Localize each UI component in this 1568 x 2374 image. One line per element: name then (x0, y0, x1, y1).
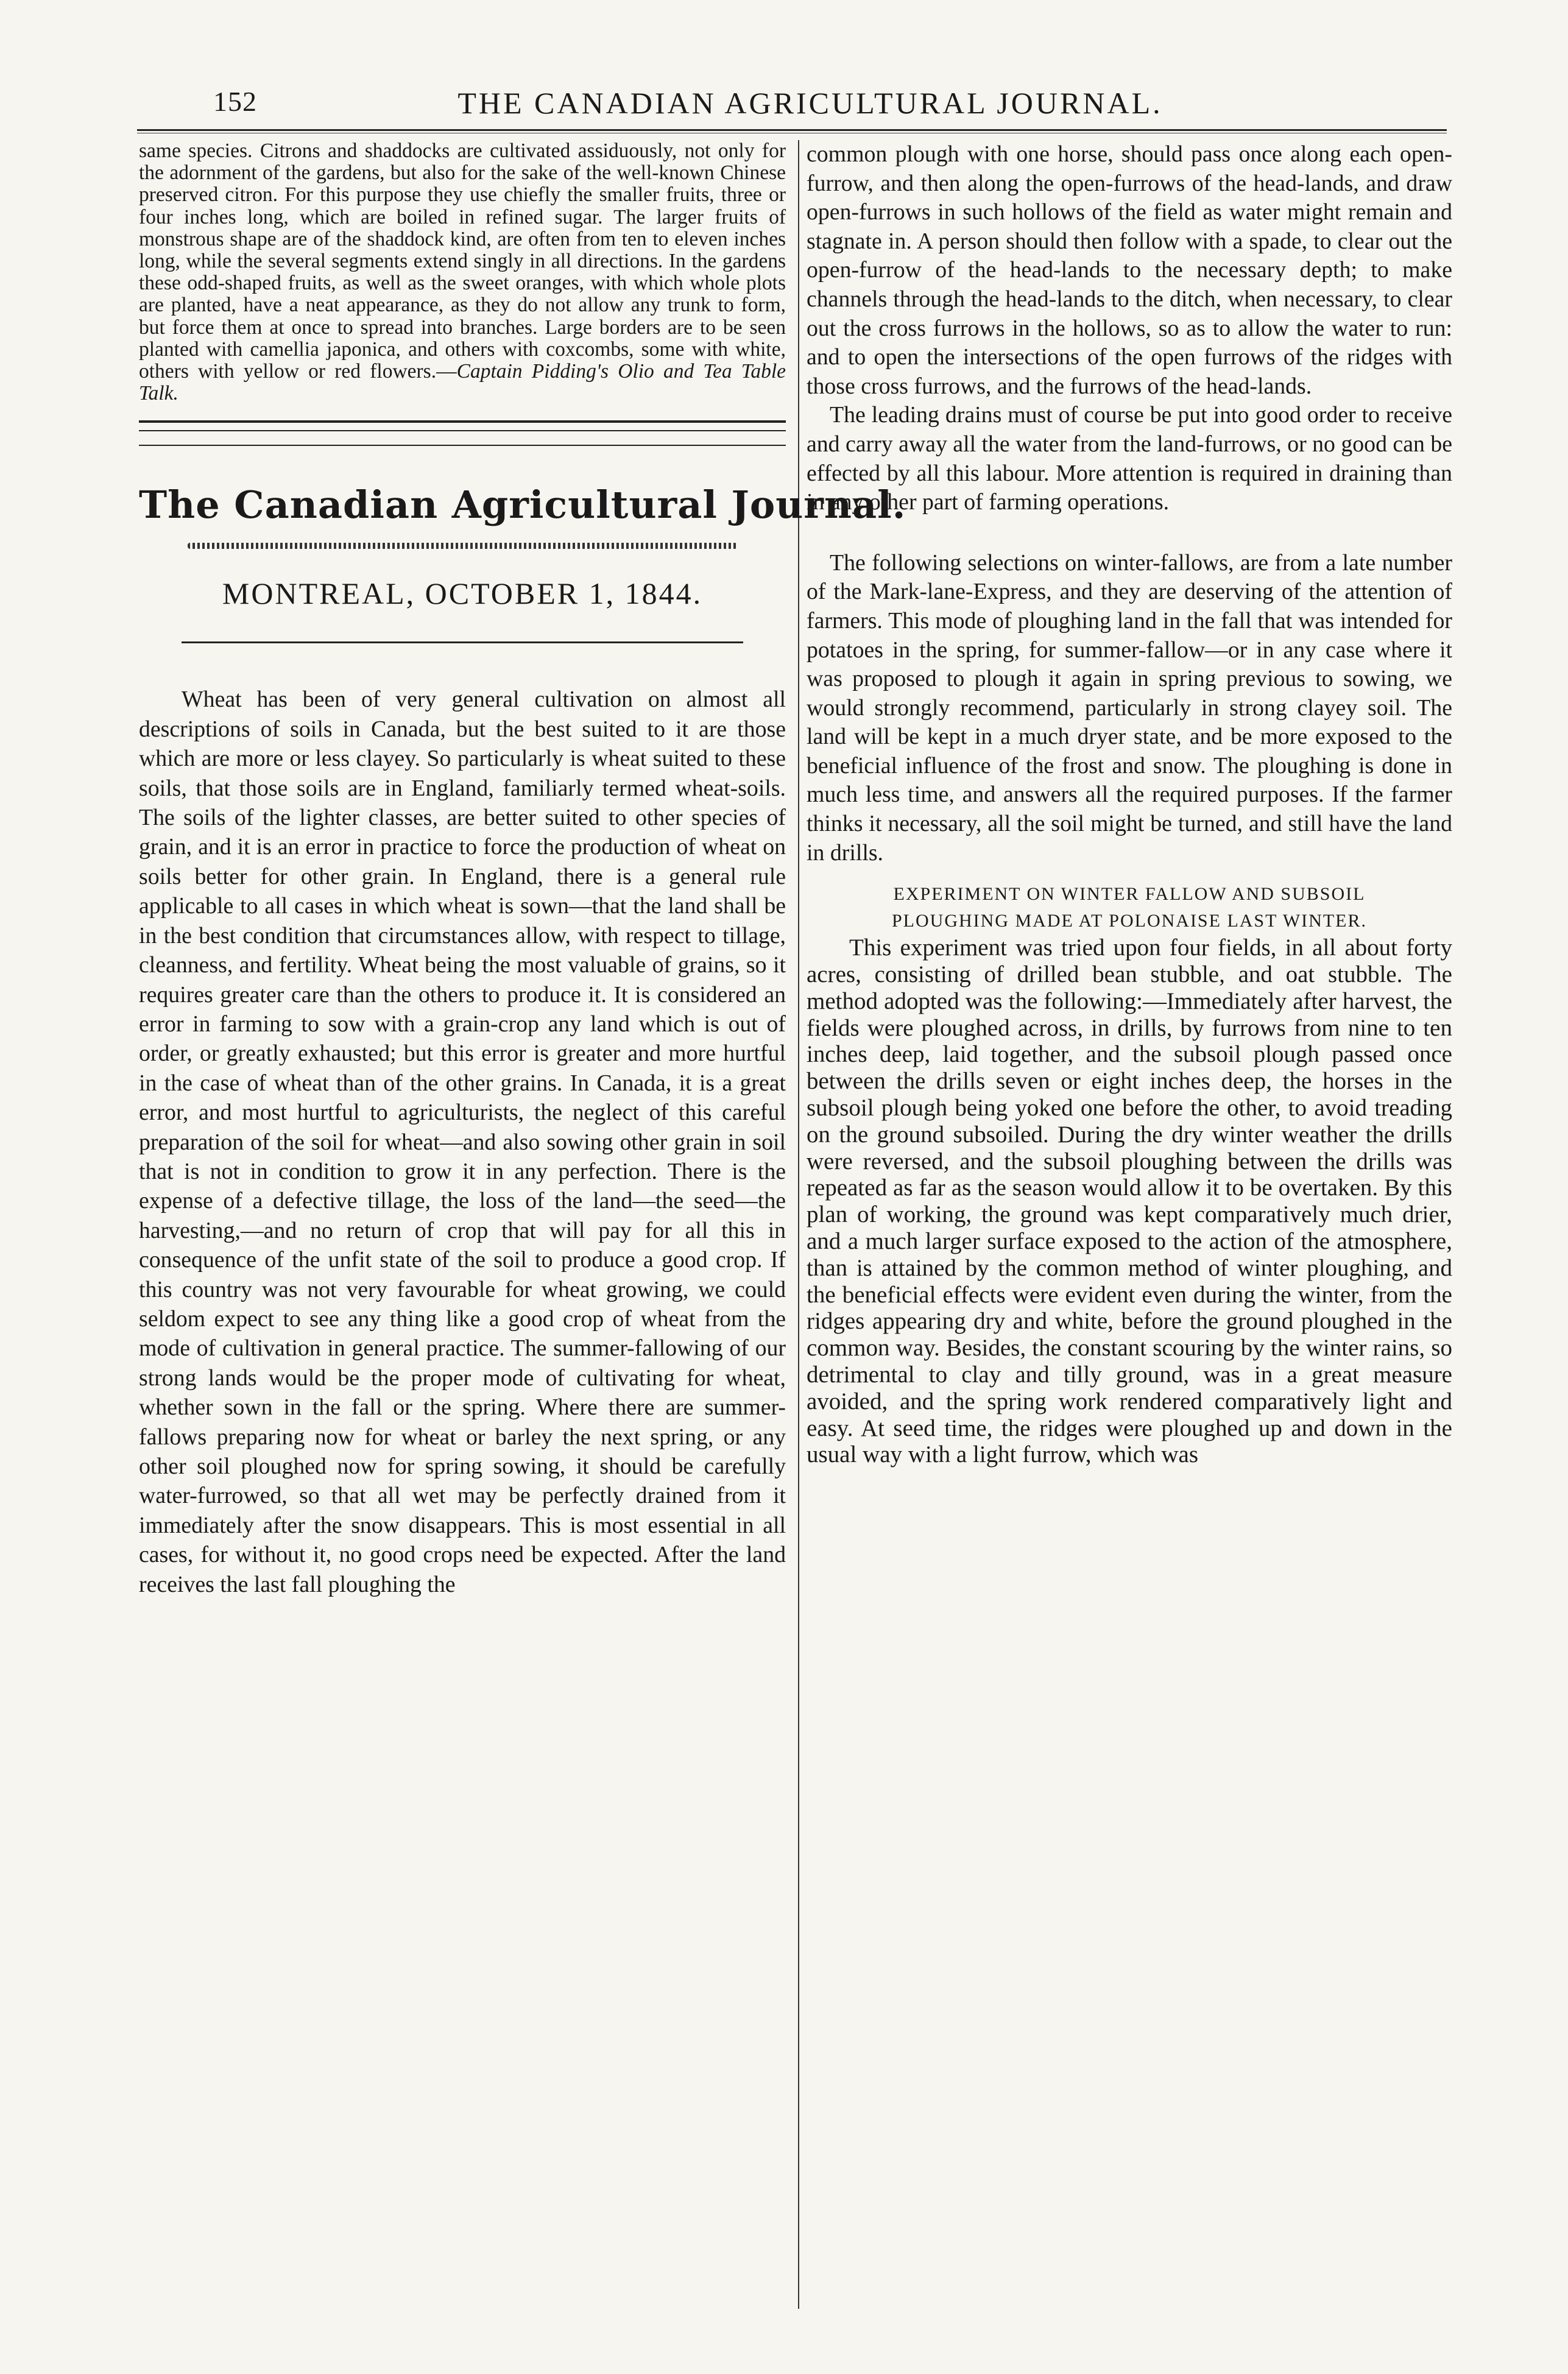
drains-paragraph: The leading drains must of course be put into good order to receive and carry away all the water from the land-furrows, or no good can be effected by all this labour. More attention is required in draining than in any other part of farming operations. (807, 402, 1452, 515)
page-number: 152 (213, 86, 257, 117)
editorial-paragraph: Wheat has been of very general cultivation on almost all descriptions of soils in Canada, but the best suited to it are those which are more or less clayey. So particularly is wheat suited to these soils, that those soils are in England, familiarly termed wheat-soils. The soils of the lighter classes, are better suited to other species of grain, and it is an error in practice to force the production of wheat on soils better for other grain. In England, there is a general rule applicable to all cases in which wheat is sown—that the land shall be in the best condition that circumstances allow, with respect to tillage, cleanness, and fertility. Wheat being the most valuable of grains, so it requires greater care than the others to produce it. It is considered an error in farming to sow with a grain-crop any land which is out of order, or greatly exhausted; but this error is greater and more hurtful in the case of wheat than of the other grains. In Canada, it is a great error, and most hurtful to agriculturists, the neglect of this careful preparation of the soil for wheat—and also sowing other grain in soil that is not in condition to grow it in any perfection. There is the expense of a defective tillage, the loss of the land—the seed—the harvesting,—and no return of crop that will pay for all this in consequence of the unfit state of the soil to produce a good crop. If this country was not very favourable for wheat growing, we could seldom expect to see any thing like a good crop of wheat from the mode of cultivation in general practice. The summer-fallowing of our strong lands would be the proper mode of cultivating for wheat, whether sown in the fall or the spring. Where there are summer-fallows preparing now for wheat or barley the next spring, or any other soil ploughed now for spring sowing, it should be carefully water-furrowed, so that all wet may be perfectly drained from it immediately after the snow disappears. This is most essential in all cases, for without it, no good crops need be expected. After the land receives the last fall ploughing the (139, 687, 786, 1597)
header-rule (137, 129, 1447, 133)
running-title: THE CANADIAN AGRICULTURAL JOURNAL. (457, 86, 1163, 120)
left-column (139, 140, 906, 1599)
carryover-citation: Captain Pidding's Olio and Tea Table Talk. (139, 360, 786, 405)
right-column (807, 140, 1452, 1468)
journal-masthead: The Canadian Agricultural Journal. (139, 482, 906, 528)
selections-paragraph: The following selections on winter-fallows, are from a late number of the Mark-lane-Express, and they are deserving of the attention of farmers. This mode of ploughing land in the fall that was intended for potatoes in the spring, for summer-fallow—or in any case where it was proposed to plough it again in spring previous to sowing, we would strongly recommend, particularly in strong clayey soil. The land will be kept in a much dryer state, and be more exposed to the beneficial influence of the frost and snow. The ploughing is done in much less time, and answers all the required purposes. If the farmer thinks it necessary, all the soil might be turned, and still have the land in drills. (807, 549, 1452, 866)
section-double-rule (139, 420, 786, 431)
page-header (183, 85, 1438, 128)
carryover-article (139, 140, 786, 404)
continuation-paragraph: common plough with one horse, should pass once along each open-furrow, and then along the open-furrows of the head-lands, and draw open-furrows in such hollows of the field as water might remain and stagnate in. A person should then follow with a spade, to clear out the open-furrow of the head-lands to the necessary depth; to make channels through the head-lands to the ditch, when necessary, to clear out the cross furrows in the hollows, so as to allow the water to run: and to open the intersections of the open furrows of the ridges with those cross furrows, and the furrows of the head-lands. (807, 141, 1452, 399)
carryover-text: same species. Citrons and shaddocks are cultivated assiduously, not only for the adornment of the gardens, but also for the sake of the well-known Chinese preserved citron. For this purpose they use chiefly the smaller fruits, three or four inches long, which are boiled in refined sugar. The larger fruits of monstrous shape are of the shaddock kind, are often from ten to eleven inches long, while the several segments extend singly in all directions. In the gardens these odd-shaped fruits, as well as the sweet oranges, with which whole plots are planted, have a neat appearance, as they do not allow any trunk to form, but force them at once to spread into branches. Large borders are to be seen planted with camellia japonica, and others with coxcombs, some with white, others with yellow or red flowers.— (139, 140, 786, 383)
dateline-rule (182, 641, 743, 643)
experiment-paragraph: This experiment was tried upon four fields, in all about forty acres, consisting of drilled bean stubble, and oat stubble. The method adopted was the following:—Immediately after harvest, the fields were ploughed across, in drills, by furrows from nine to ten inches deep, laid together, and the subsoil plough passed once between the drills seven or eight inches deep, the horses in the subsoil plough being yoked one before the other, to avoid treading on the ground subsoiled. During the dry winter weather the drills were reversed, and the subsoil ploughing between the drills was repeated as far as the season would allow it to be overtaken. By this plan of working, the ground was kept comparatively much drier, and a much larger surface exposed to the action of the atmosphere, than is attained by the common method of winter ploughing, and the beneficial effects were evident even during the winter, from the ridges appearing dry and white, before the ground ploughed in the common way. Besides, the constant scouring by the winter rains, so detrimental to clay and tilly ground, was in a great measure avoided, and the spring work rendered comparatively light and easy. At seed time, the ridges were ploughed up and down in the usual way with a light furrow, which was (807, 934, 1452, 1468)
experiment-heading-line-1: EXPERIMENT ON WINTER FALLOW AND SUBSOIL (893, 884, 1366, 905)
wavy-rule (188, 543, 737, 549)
experiment-heading-line-2: PLOUGHING MADE AT POLONAISE LAST WINTER. (891, 911, 1367, 931)
section-thin-rule (139, 445, 786, 446)
experiment-heading (807, 881, 1452, 934)
column-divider (798, 140, 799, 2309)
dateline: MONTREAL, OCTOBER 1, 1844. (222, 576, 703, 611)
